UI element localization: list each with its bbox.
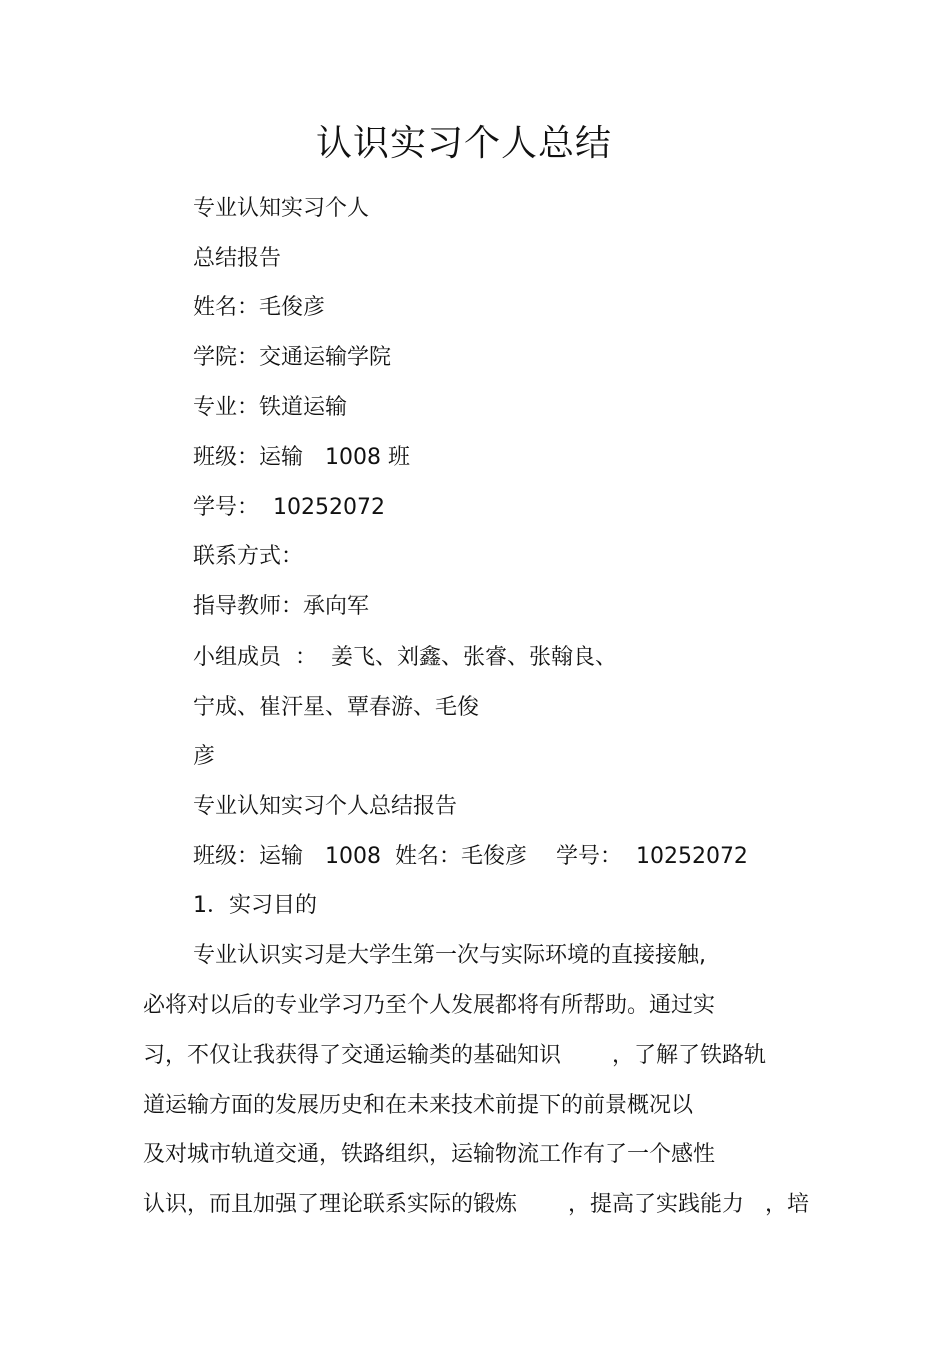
group-members-line: 彦 — [193, 744, 216, 769]
paragraph-line: 及对城市轨道交通，铁路组织，运输物流工作有了一个感性 — [143, 1142, 716, 1167]
header-line: 总结报告 — [193, 246, 282, 271]
paragraph-line: 习，不仅让我获得了交通运输类的基础知识 ，了解了铁路轨 — [143, 1043, 766, 1068]
document-title: 认识实习个人总结 — [315, 123, 612, 164]
advisor-line: 指导教师：承向军 — [193, 594, 370, 619]
student-id-line: 学号： 10252072 — [193, 495, 385, 520]
header-line: 专业认知实习个人 — [193, 196, 370, 221]
info-summary-line: 班级：运输 1008 姓名：毛俊彦 学号： 10252072 — [193, 844, 748, 869]
major-line: 专业：铁道运输 — [193, 395, 348, 420]
paragraph-line: 认识，而且加强了理论联系实际的锻炼 ，提高了实践能力 ，培 — [143, 1192, 809, 1217]
group-members-line: 小组成员 ： 姜飞、刘鑫、张睿、张翰良、 — [193, 645, 617, 670]
contact-line: 联系方式： — [193, 544, 304, 569]
group-members-line: 宁成、崔汗星、覃春游、毛俊 — [193, 695, 480, 720]
paragraph-line: 道运输方面的发展历史和在未来技术前提下的前景概况以 — [143, 1093, 694, 1118]
class-line: 班级：运输 1008 班 — [193, 445, 410, 470]
paragraph-line: 专业认识实习是大学生第一次与实际环境的直接接触, — [193, 943, 706, 968]
section-heading: 1．实习目的 — [193, 893, 317, 918]
paragraph-line: 必将对以后的专业学习乃至个人发展都将有所帮助。通过实 — [143, 993, 716, 1018]
report-subtitle: 专业认知实习个人总结报告 — [193, 794, 458, 819]
name-line: 姓名：毛俊彦 — [193, 295, 326, 320]
college-line: 学院：交通运输学院 — [193, 345, 392, 370]
